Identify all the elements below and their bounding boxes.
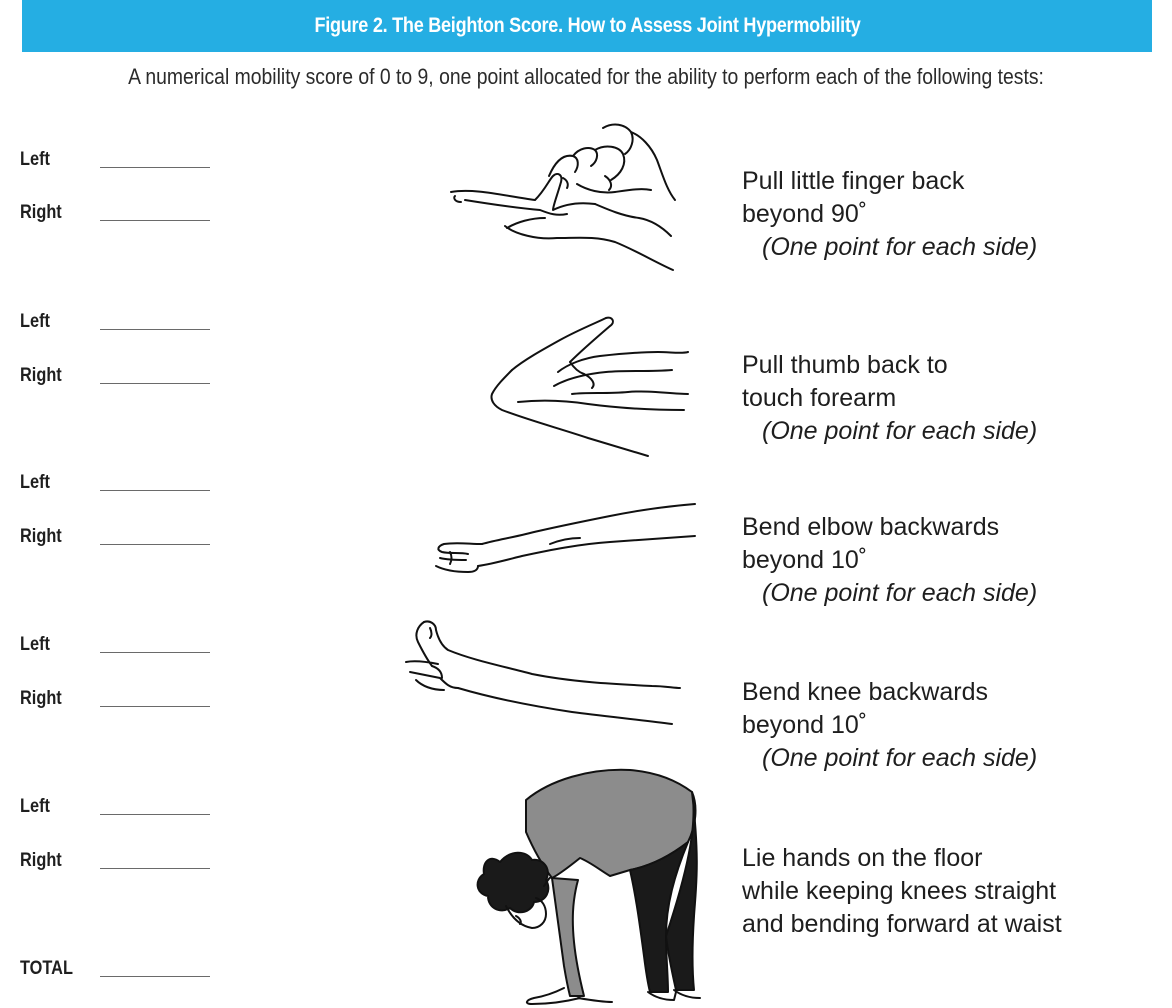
test-4-line2: beyond 10˚ xyxy=(742,711,868,739)
test-2-right-blank[interactable] xyxy=(100,369,210,384)
intro-text: A numerical mobility score of 0 to 9, one point allocated for the ability to perform each of the following tests: xyxy=(128,64,1044,89)
figure-title: Figure 2. The Beighton Score. How to Assess Joint Hypermobility xyxy=(313,14,861,37)
test-3-right-label: Right xyxy=(20,526,62,547)
total-label: TOTAL xyxy=(20,958,73,979)
test-2-right-label: Right xyxy=(20,365,62,386)
test-1-right-label: Right xyxy=(20,202,62,223)
test-4-right-label: Right xyxy=(20,688,62,709)
test-4-left-row xyxy=(20,631,210,659)
knee-hyperextension-icon xyxy=(402,616,682,726)
test-2-line2: touch forearm xyxy=(742,384,897,412)
test-5-line3: and bending forward at waist xyxy=(742,910,1062,938)
test-3-left-label: Left xyxy=(20,472,50,493)
forward-bend-figure-icon xyxy=(460,766,700,1006)
test-5-right-row xyxy=(20,847,210,875)
test-1-right-row xyxy=(20,199,210,227)
test-3-description xyxy=(742,511,1152,610)
test-5-right-blank[interactable] xyxy=(100,854,210,869)
test-2-left-row xyxy=(20,308,210,336)
test-5-line1: Lie hands on the floor xyxy=(742,844,983,872)
test-2-line1: Pull thumb back to xyxy=(742,351,948,379)
test-4-line1: Bend knee backwards xyxy=(742,678,988,706)
test-2-left-blank[interactable] xyxy=(100,315,210,330)
test-5-left-label: Left xyxy=(20,796,50,817)
test-5-description xyxy=(742,842,1152,941)
test-3-line2: beyond 10˚ xyxy=(742,546,868,574)
test-1-left-blank[interactable] xyxy=(100,153,210,168)
test-3-left-blank[interactable] xyxy=(100,476,210,491)
test-4-note: (One point for each side) xyxy=(762,744,1038,772)
thumb-to-forearm-icon xyxy=(488,312,693,457)
test-1-line2: beyond 90˚ xyxy=(742,200,868,228)
test-4-left-label: Left xyxy=(20,634,50,655)
test-5-left-blank[interactable] xyxy=(100,800,210,815)
test-4-description xyxy=(742,676,1152,775)
test-5-line2: while keeping knees straight xyxy=(742,877,1057,905)
test-3-note: (One point for each side) xyxy=(762,579,1038,607)
test-1-right-blank[interactable] xyxy=(100,206,210,221)
test-1-description xyxy=(742,165,1152,264)
total-row xyxy=(20,955,210,983)
hand-little-finger-icon xyxy=(445,118,680,273)
test-5-left-row xyxy=(20,793,210,821)
test-4-right-row xyxy=(20,685,210,713)
test-2-description xyxy=(742,349,1152,448)
test-3-right-blank[interactable] xyxy=(100,530,210,545)
test-3-right-row xyxy=(20,523,210,551)
total-blank[interactable] xyxy=(100,962,210,977)
test-2-left-label: Left xyxy=(20,311,50,332)
test-2-right-row xyxy=(20,362,210,390)
test-1-line1: Pull little finger back xyxy=(742,167,965,195)
test-1-note: (One point for each side) xyxy=(762,233,1038,261)
figure-title-banner xyxy=(22,0,1152,52)
test-1-left-row xyxy=(20,146,210,174)
test-3-line1: Bend elbow backwards xyxy=(742,513,1000,541)
elbow-hyperextension-icon xyxy=(430,500,700,580)
test-3-left-row xyxy=(20,469,210,497)
test-2-note: (One point for each side) xyxy=(762,417,1038,445)
test-5-right-label: Right xyxy=(20,850,62,871)
test-4-left-blank[interactable] xyxy=(100,638,210,653)
test-4-right-blank[interactable] xyxy=(100,692,210,707)
test-1-left-label: Left xyxy=(20,149,50,170)
